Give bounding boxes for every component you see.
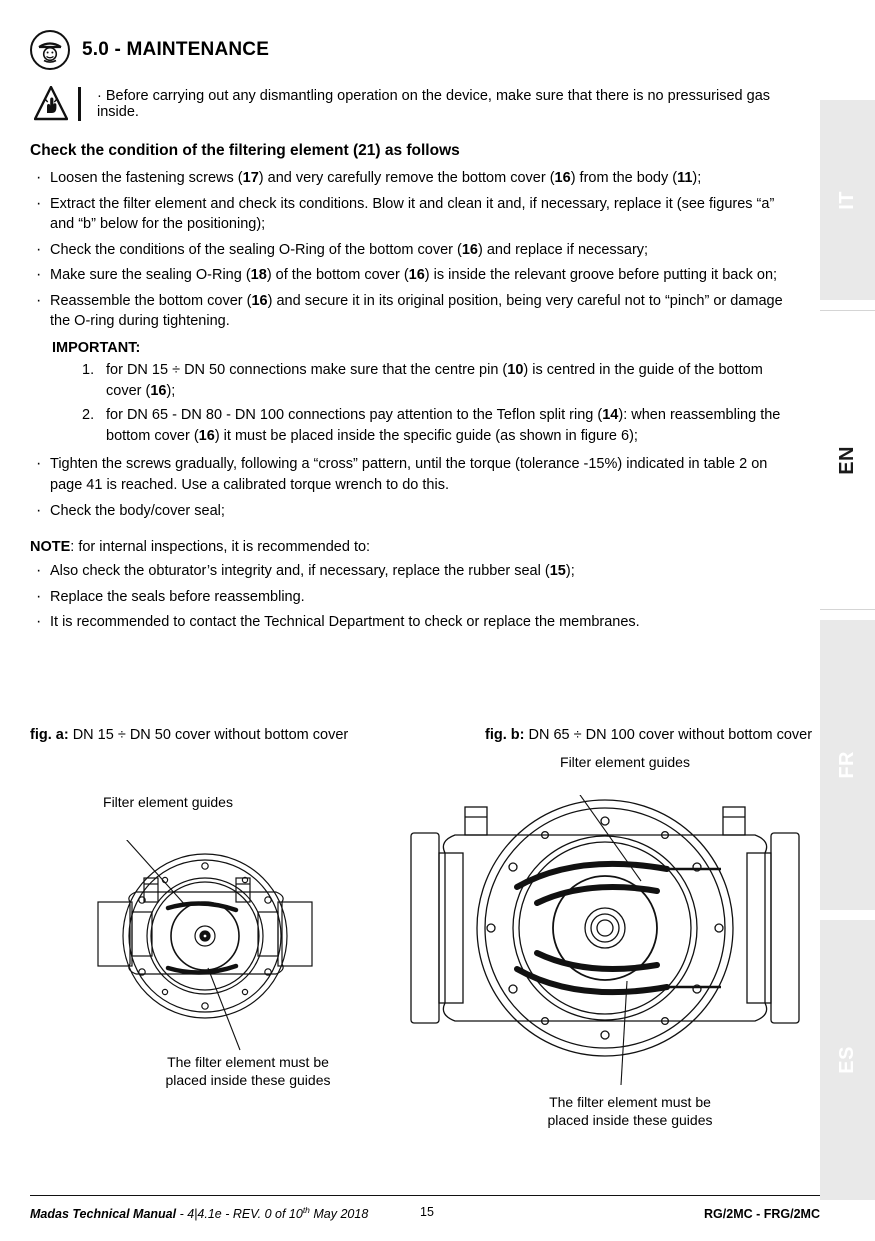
footer-page-number: 15 xyxy=(420,1205,434,1219)
footer-manual-info xyxy=(30,1205,368,1221)
hand-warning-icon xyxy=(34,86,68,122)
language-tab-it-label: IT xyxy=(836,190,858,210)
list-item: · Replace the seals before reassembling. xyxy=(30,587,790,608)
list-item: · Loosen the fastening screws (17) and very carefully remove the bottom cover (16) from the body (11); xyxy=(30,168,790,189)
list-item-number: 1. xyxy=(82,362,95,379)
figure-a-caption-label: fig. a: xyxy=(30,727,69,743)
figure-a-label-bottom: The filter element must be placed inside these guides xyxy=(165,1054,331,1089)
figure-a-caption xyxy=(30,727,348,743)
language-rail xyxy=(820,0,875,1241)
figure-a-caption-text: DN 15 ÷ DN 50 cover without bottom cover xyxy=(68,727,349,743)
figure-a-label-top: Filter element guides xyxy=(103,794,233,810)
figure-b-caption xyxy=(485,727,812,743)
language-tab-fr-label: FR xyxy=(836,751,858,779)
list-item: · Also check the obturator’s integrity and, if necessary, replace the rubber seal (15); xyxy=(30,561,790,582)
note-label: NOTE xyxy=(30,539,71,556)
language-tab-es-label: ES xyxy=(836,1046,858,1074)
footer-product-code: RG/2MC - FRG/2MC xyxy=(704,1207,820,1222)
footer-manual-sup: th xyxy=(302,1205,310,1215)
note-bullet-list xyxy=(30,561,790,633)
figure-a-drawing xyxy=(90,840,320,1065)
footer-manual-tail: May 2018 xyxy=(309,1207,369,1222)
language-tab-fr[interactable] xyxy=(820,620,875,910)
list-item: · Make sure the sealing O-Ring (18) of the bottom cover (16) is inside the relevant groove before putting it back on; xyxy=(30,265,790,286)
list-item: · Check the body/cover seal; xyxy=(30,501,790,522)
page-title: 5.0 - MAINTENANCE xyxy=(82,39,270,60)
check-heading: Check the condition of the filtering element (21) as follows xyxy=(30,142,460,159)
section-heading xyxy=(30,30,790,70)
figures-section xyxy=(30,715,820,1145)
main-bullet-list xyxy=(30,168,790,332)
note-heading xyxy=(30,539,790,555)
figure-b-caption-label: fig. b: xyxy=(485,727,525,743)
warning-divider xyxy=(78,87,81,121)
important-label: IMPORTANT: xyxy=(52,340,141,357)
list-item: · Reassemble the bottom cover (16) and secure it in its original position, being very careful not to “pinch” or damage the O-ring during tightening. xyxy=(30,291,790,332)
maintenance-worker-icon xyxy=(30,30,70,70)
list-item: · Check the conditions of the sealing O-Ring of the bottom cover (16) and replace if necessary; xyxy=(30,240,790,261)
list-item: · Tighten the screws gradually, following a “cross” pattern, until the torque (tolerance -15%) indicated in table 2 on page 41 is reached. Use a calibrated torque wrench to do this. xyxy=(30,454,790,495)
language-tab-en-label: EN xyxy=(836,445,858,475)
warning-block xyxy=(34,86,790,122)
list-item: 1. for DN 15 ÷ DN 50 connections make sure that the centre pin (10) is centred in the guide of the bottom cover (16); xyxy=(82,362,763,399)
list-item: · Extract the filter element and check its conditions. Blow it and clean it and, if necessary, replace it (see figures “a” and “b” below for the positioning); xyxy=(30,194,790,235)
language-tab-en[interactable] xyxy=(820,310,875,610)
note-text: : for internal inspections, it is recommended to: xyxy=(70,539,371,556)
after-bullet-list xyxy=(30,454,790,521)
footer-manual-rest: - 4|4.1e - REV. 0 of 10 xyxy=(176,1207,303,1222)
list-item: · It is recommended to contact the Technical Department to check or replace the membranes. xyxy=(30,612,790,633)
warning-text: · Before carrying out any dismantling operation on the device, make sure that there is no pressurised gas inside. xyxy=(97,88,771,120)
important-list xyxy=(82,360,790,446)
language-tab-es[interactable] xyxy=(820,920,875,1200)
language-tab-it[interactable] xyxy=(820,100,875,300)
figure-b-label-bottom: The filter element must be placed inside these guides xyxy=(547,1094,713,1129)
figure-b-label-top: Filter element guides xyxy=(560,754,690,770)
list-item-number: 2. xyxy=(82,407,95,424)
footer-manual-title: Madas Technical Manual xyxy=(30,1207,177,1222)
figure-b-drawing xyxy=(405,795,805,1095)
figure-b-caption-text: DN 65 ÷ DN 100 cover without bottom cover xyxy=(524,727,813,743)
page-footer xyxy=(30,1195,820,1221)
list-item: 2. for DN 65 - DN 80 - DN 100 connections pay attention to the Teflon split ring (14): when reassembling the bottom cover (16) it must be placed inside the specific guide (as shown in figure 6); xyxy=(82,407,781,444)
